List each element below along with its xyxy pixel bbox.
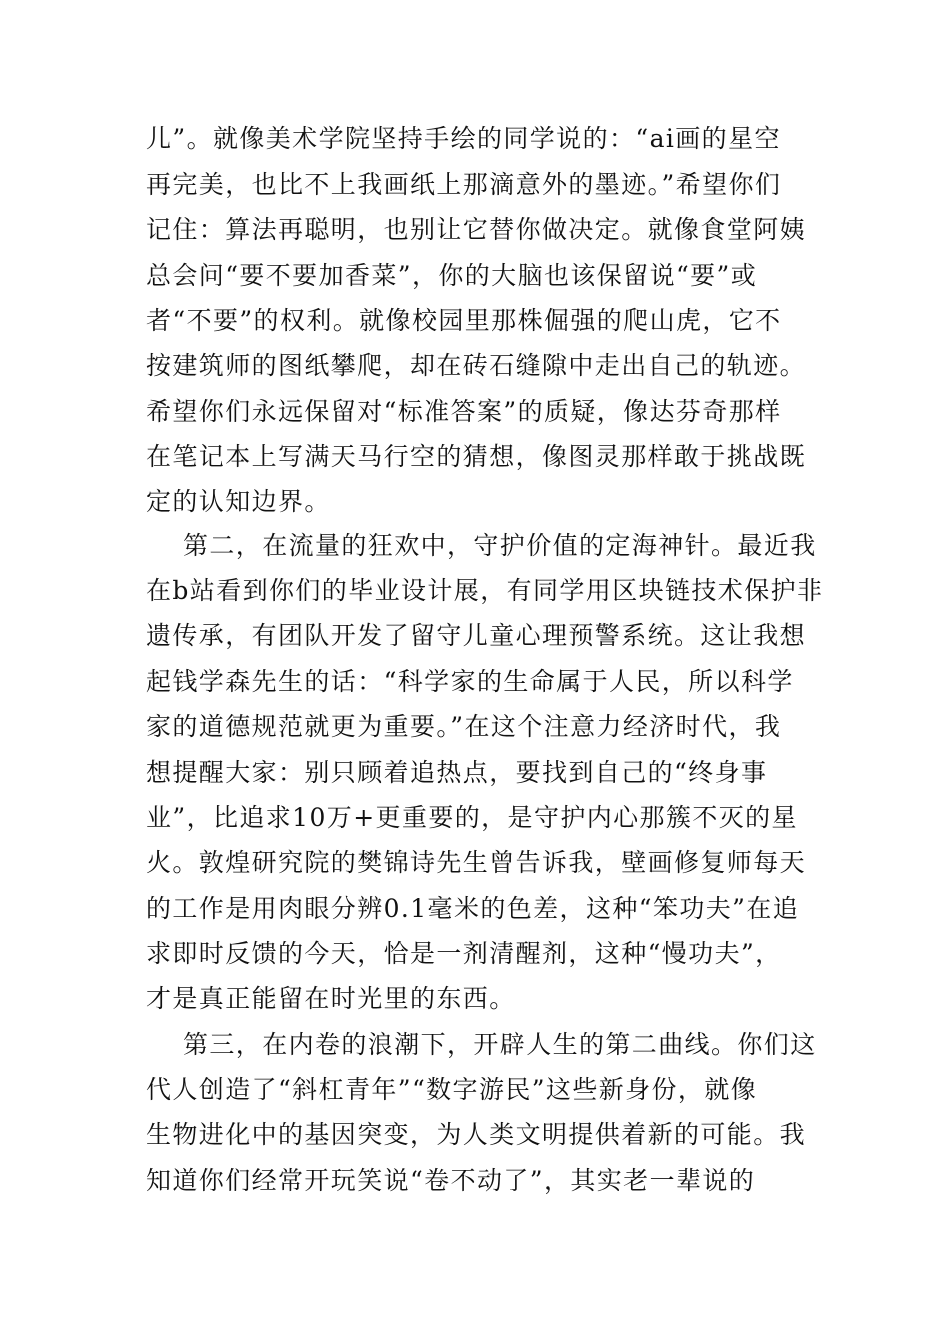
text-line: 总会问“要不要加香菜”，你的大脑也该保留说“要”或 — [146, 261, 758, 290]
text-line: 再完美，也比不上我画纸上那滴意外的墨迹。”希望你们 — [146, 170, 782, 199]
text-line: 生物进化中的基因突变，为人类文明提供着新的可能。我 — [146, 1120, 807, 1149]
text-line: 知道你们经常开玩笑说“卷不动了”，其实老一辈说的 — [146, 1166, 756, 1195]
text-line: 在b站看到你们的毕业设计展，有同学用区块链技术保护非 — [146, 576, 824, 605]
text-line: 业”，比追求10万+更重要的，是守护内心那簇不灭的星 — [146, 803, 798, 832]
text-line: 在笔记本上写满天马行空的猜想，像图灵那样敢于挑战既 — [146, 442, 807, 471]
paragraph-first-line: 第三，在内卷的浪潮下，开辟人生的第二曲线。你们这 — [183, 1030, 817, 1059]
text-line: 按建筑师的图纸攀爬，却在砖石缝隙中走出自己的轨迹。 — [146, 351, 807, 380]
text-line: 希望你们永远保留对“标准答案”的质疑，像达芬奇那样 — [146, 397, 782, 426]
text-line: 家的道德规范就更为重要。”在这个注意力经济时代，我 — [146, 712, 782, 741]
text-line: 才是真正能留在时光里的东西。 — [146, 984, 516, 1013]
text-line: 求即时反馈的今天，恰是一剂清醒剂，这种“慢功夫”， — [146, 939, 782, 968]
text-line: 记住：算法再聪明，也别让它替你做决定。就像食堂阿姨 — [146, 215, 807, 244]
text-line: 儿”。就像美术学院坚持手绘的同学说的：“ai画的星空 — [146, 124, 781, 153]
text-line: 遗传承，有团队开发了留守儿童心理预警系统。这让我想 — [146, 621, 807, 650]
text-line: 想提醒大家：别只顾着追热点，要找到自己的“终身事 — [146, 758, 768, 787]
text-line: 定的认知边界。 — [146, 487, 331, 516]
text-line: 火。敦煌研究院的樊锦诗先生曾告诉我，壁画修复师每天 — [146, 848, 807, 877]
text-line: 起钱学森先生的话：“科学家的生命属于人民，所以科学 — [146, 667, 794, 696]
text-line: 者“不要”的权利。就像校园里那株倔强的爬山虎，它不 — [146, 306, 782, 335]
text-line: 的工作是用肉眼分辨0.1毫米的色差，这种“笨功夫”在追 — [146, 894, 800, 923]
text-line: 代人创造了“斜杠青年”“数字游民”这些新身份，就像 — [146, 1075, 758, 1104]
paragraph-first-line: 第二，在流量的狂欢中，守护价值的定海神针。最近我 — [183, 531, 817, 560]
